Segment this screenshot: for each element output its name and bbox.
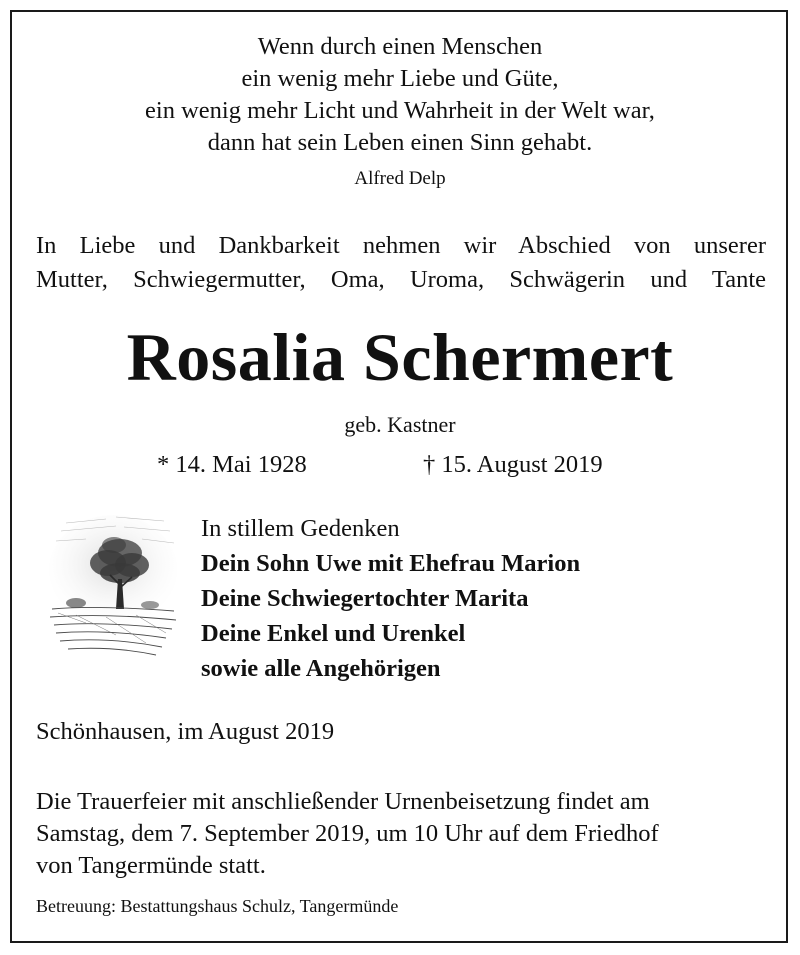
- mourner-line-2: Deine Schwiegertochter Marita: [201, 585, 529, 612]
- mourners-heading: In stillem Gedenken: [201, 515, 400, 542]
- poem-line-2: ein wenig mehr Liebe und Güte,: [241, 65, 559, 92]
- deceased-name: Rosalia Schermert: [126, 319, 674, 395]
- mourner-line-3: Deine Enkel und Urenkel: [201, 620, 466, 647]
- poem-author: Alfred Delp: [354, 168, 446, 189]
- birth-date: * 14. Mai 1928: [157, 451, 307, 478]
- mourner-line-4: sowie alle Angehörigen: [201, 655, 441, 682]
- mourner-line-1: Dein Sohn Uwe mit Ehefrau Marion: [201, 550, 581, 577]
- ceremony-line-1: Die Trauerfeier mit anschließender Urnenbeisetzung findet am: [36, 788, 650, 815]
- death-date: † 15. August 2019: [423, 451, 603, 478]
- maiden-name: geb. Kastner: [344, 412, 456, 437]
- funeral-home-credit: Betreuung: Bestattungshaus Schulz, Tangermünde: [36, 896, 399, 916]
- ceremony-line-3: von Tangermünde statt.: [36, 852, 266, 879]
- poem-line-3: ein wenig mehr Licht und Wahrheit in der Welt war,: [145, 97, 655, 124]
- intro-line-2: Mutter, Schwiegermutter, Oma, Uroma, Schwägerin und Tante: [36, 266, 766, 293]
- poem-line-4: dann hat sein Leben einen Sinn gehabt.: [207, 129, 593, 156]
- tree-landscape-sketch-icon: [46, 505, 180, 665]
- ceremony-line-2: Samstag, dem 7. September 2019, um 10 Uhr auf dem Friedhof: [36, 820, 659, 847]
- intro-line-1: In Liebe und Dankbarkeit nehmen wir Abschied von unserer: [36, 232, 766, 259]
- poem-line-1: Wenn durch einen Menschen: [257, 33, 543, 60]
- place-date: Schönhausen, im August 2019: [36, 718, 335, 745]
